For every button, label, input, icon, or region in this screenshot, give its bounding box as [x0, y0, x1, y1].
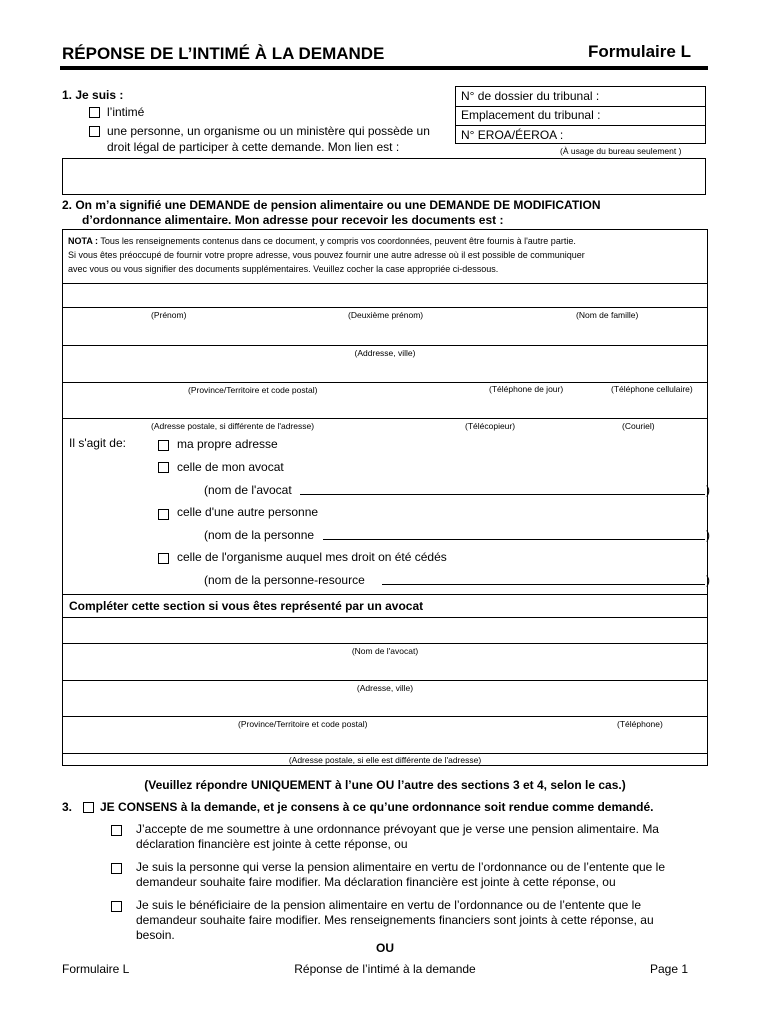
footer-form-label: Formulaire L — [62, 962, 130, 976]
person-name-input[interactable] — [323, 528, 705, 540]
resource-person-input[interactable] — [382, 573, 705, 585]
page-title: RÉPONSE DE L’INTIMÉ À LA DEMANDE — [62, 44, 385, 63]
checkbox-own-address[interactable] — [158, 440, 169, 451]
label-lawyer-name: (Nom de l'avocat) — [351, 646, 419, 656]
emplacement-label: Emplacement du tribunal : — [461, 108, 601, 122]
postal-fax-email-input-row[interactable] — [62, 395, 708, 417]
label-nom-famille: (Nom de famille) — [576, 310, 639, 320]
checkbox-consent-opt1[interactable] — [111, 825, 122, 836]
label-prenom: (Prénom) — [151, 310, 187, 320]
checkbox-agency-address[interactable] — [158, 553, 169, 564]
eroa-label: N° EROA/ÉEROA : — [461, 128, 564, 142]
label-lawyer-province: (Province/Territoire et code postal) — [238, 719, 368, 729]
province-phone-input-row[interactable] — [62, 358, 708, 380]
label-adresse: (Addresse, ville) — [354, 348, 416, 358]
checkbox-consent-opt3[interactable] — [111, 901, 122, 912]
lawyer-name-input[interactable] — [300, 483, 705, 495]
label-tel-jour: (Téléphone de jour) — [489, 384, 564, 394]
resource-person-label: (nom de la personne-resource — [204, 573, 365, 587]
consent-opt3-text: Je suis le bénéficiaire de la pension alimentaire en vertu de l’ordonnance ou de l’entente que le demandeur souhaite faire modifier. Mes renseignements financiers sont joints à cette réponse, au besoin. — [136, 898, 654, 942]
consent-opt2-text: Je suis la personne qui verse la pension alimentaire en vertu de l’ordonnance ou de l’entente que le demandeur souhaite faire modifier. Ma déclaration financière est jointe à cette réponse, ou — [136, 860, 666, 889]
lawyer-name-label: (nom de l'avocat — [204, 483, 292, 497]
section1-heading: 1. Je suis : — [62, 88, 124, 102]
section3-heading: JE CONSENS à la demande, et je consens à ce qu’une ordonnance soit rendue comme demandé. — [100, 800, 654, 814]
name-input-row[interactable] — [62, 284, 708, 306]
label-province: (Province/Territoire et code postal) — [188, 385, 318, 395]
section2-heading-1: 2. On m’a signifié une DEMANDE de pension alimentaire ou une DEMANDE DE MODIFICATION — [62, 198, 601, 212]
opt-intime-label: l’intimé — [107, 105, 145, 119]
nota-text: NOTA : Tous les renseignements contenus dans ce document, y compris vos coordonnées, peuvent être fournis à l'autre partie. Si vous êtes préoccupé de fournir votre propre adresse, vous pouvez fournir une autre adresse où il est possible de communiquer avec vous ou vous signifier des documents supplémentaires. Veuillez cocher la case appropriée ci-dessous. — [68, 236, 585, 274]
lawyer-postal-row[interactable] — [62, 730, 708, 752]
label-deuxieme-prenom: (Deuxième prénom) — [348, 310, 424, 320]
label-lawyer-postal: (Adresse postale, si elle est différente de l'adresse) — [288, 755, 482, 765]
label-lawyer-address: (Adresse, ville) — [356, 683, 414, 693]
checkbox-other-person-address[interactable] — [158, 509, 169, 520]
label-courriel: (Couriel) — [622, 421, 655, 431]
opt-agency: celle de l'organisme auquel mes droit on été cédés — [177, 550, 447, 564]
footer-page-number: Page 1 — [650, 962, 689, 976]
sagit-label: Il s'agit de: — [69, 436, 126, 450]
section2-heading-2: d’ordonnance alimentaire. Mon adresse pour recevoir les documents est : — [82, 213, 504, 227]
address-input-row[interactable] — [62, 322, 708, 344]
section3-number: 3. — [62, 800, 73, 814]
ou-separator: OU — [376, 941, 394, 955]
instruction-text: (Veuillez répondre UNIQUEMENT à l’une OU l’autre des sections 3 et 4, selon le cas.) — [144, 778, 626, 792]
checkbox-consent[interactable] — [83, 802, 94, 813]
opt-own-address: ma propre adresse — [177, 437, 278, 451]
person-name-label: (nom de la personne — [204, 528, 315, 542]
lawyer-name-row[interactable] — [62, 618, 708, 642]
opt-person-label-2: droit légal de participer à cette demande. Mon lien est : — [107, 140, 400, 154]
close-paren: ) — [706, 528, 710, 542]
lawyer-section-heading: Compléter cette section si vous êtes représenté par un avocat — [69, 599, 424, 613]
checkbox-consent-opt2[interactable] — [111, 863, 122, 874]
label-adresse-postale: (Adresse postale, si différente de l'adresse) — [151, 421, 315, 431]
form-label: Formulaire L — [588, 42, 691, 61]
opt-other-person: celle d'une autre personne — [177, 505, 319, 519]
lawyer-address-row[interactable] — [62, 656, 708, 678]
label-tel-cell: (Téléphone cellulaire) — [611, 384, 693, 394]
close-paren: ) — [706, 573, 710, 587]
label-telecopieur: (Télécopieur) — [465, 421, 516, 431]
dossier-label: N° de dossier du tribunal : — [461, 89, 600, 103]
opt-person-label-1: une personne, un organisme ou un ministère qui possède un — [107, 124, 430, 138]
relationship-input[interactable] — [62, 158, 706, 195]
checkbox-lawyer-address[interactable] — [158, 462, 169, 473]
header-rule — [60, 66, 708, 70]
consent-opt1-text: J’accepte de me soumettre à une ordonnance prévoyant que je verse une pension alimentaire. Ma déclaration financière est jointe à cette réponse, ou — [136, 822, 659, 851]
lawyer-province-row[interactable] — [62, 693, 708, 715]
office-use-note: (À usage du bureau seulement ) — [560, 146, 682, 156]
close-paren: ) — [706, 483, 710, 497]
checkbox-intime[interactable] — [89, 107, 100, 118]
checkbox-other-party[interactable] — [89, 126, 100, 137]
footer-title: Réponse de l’intimé à la demande — [294, 962, 476, 976]
opt-lawyer-address: celle de mon avocat — [177, 460, 284, 474]
label-lawyer-phone: (Téléphone) — [617, 719, 663, 729]
